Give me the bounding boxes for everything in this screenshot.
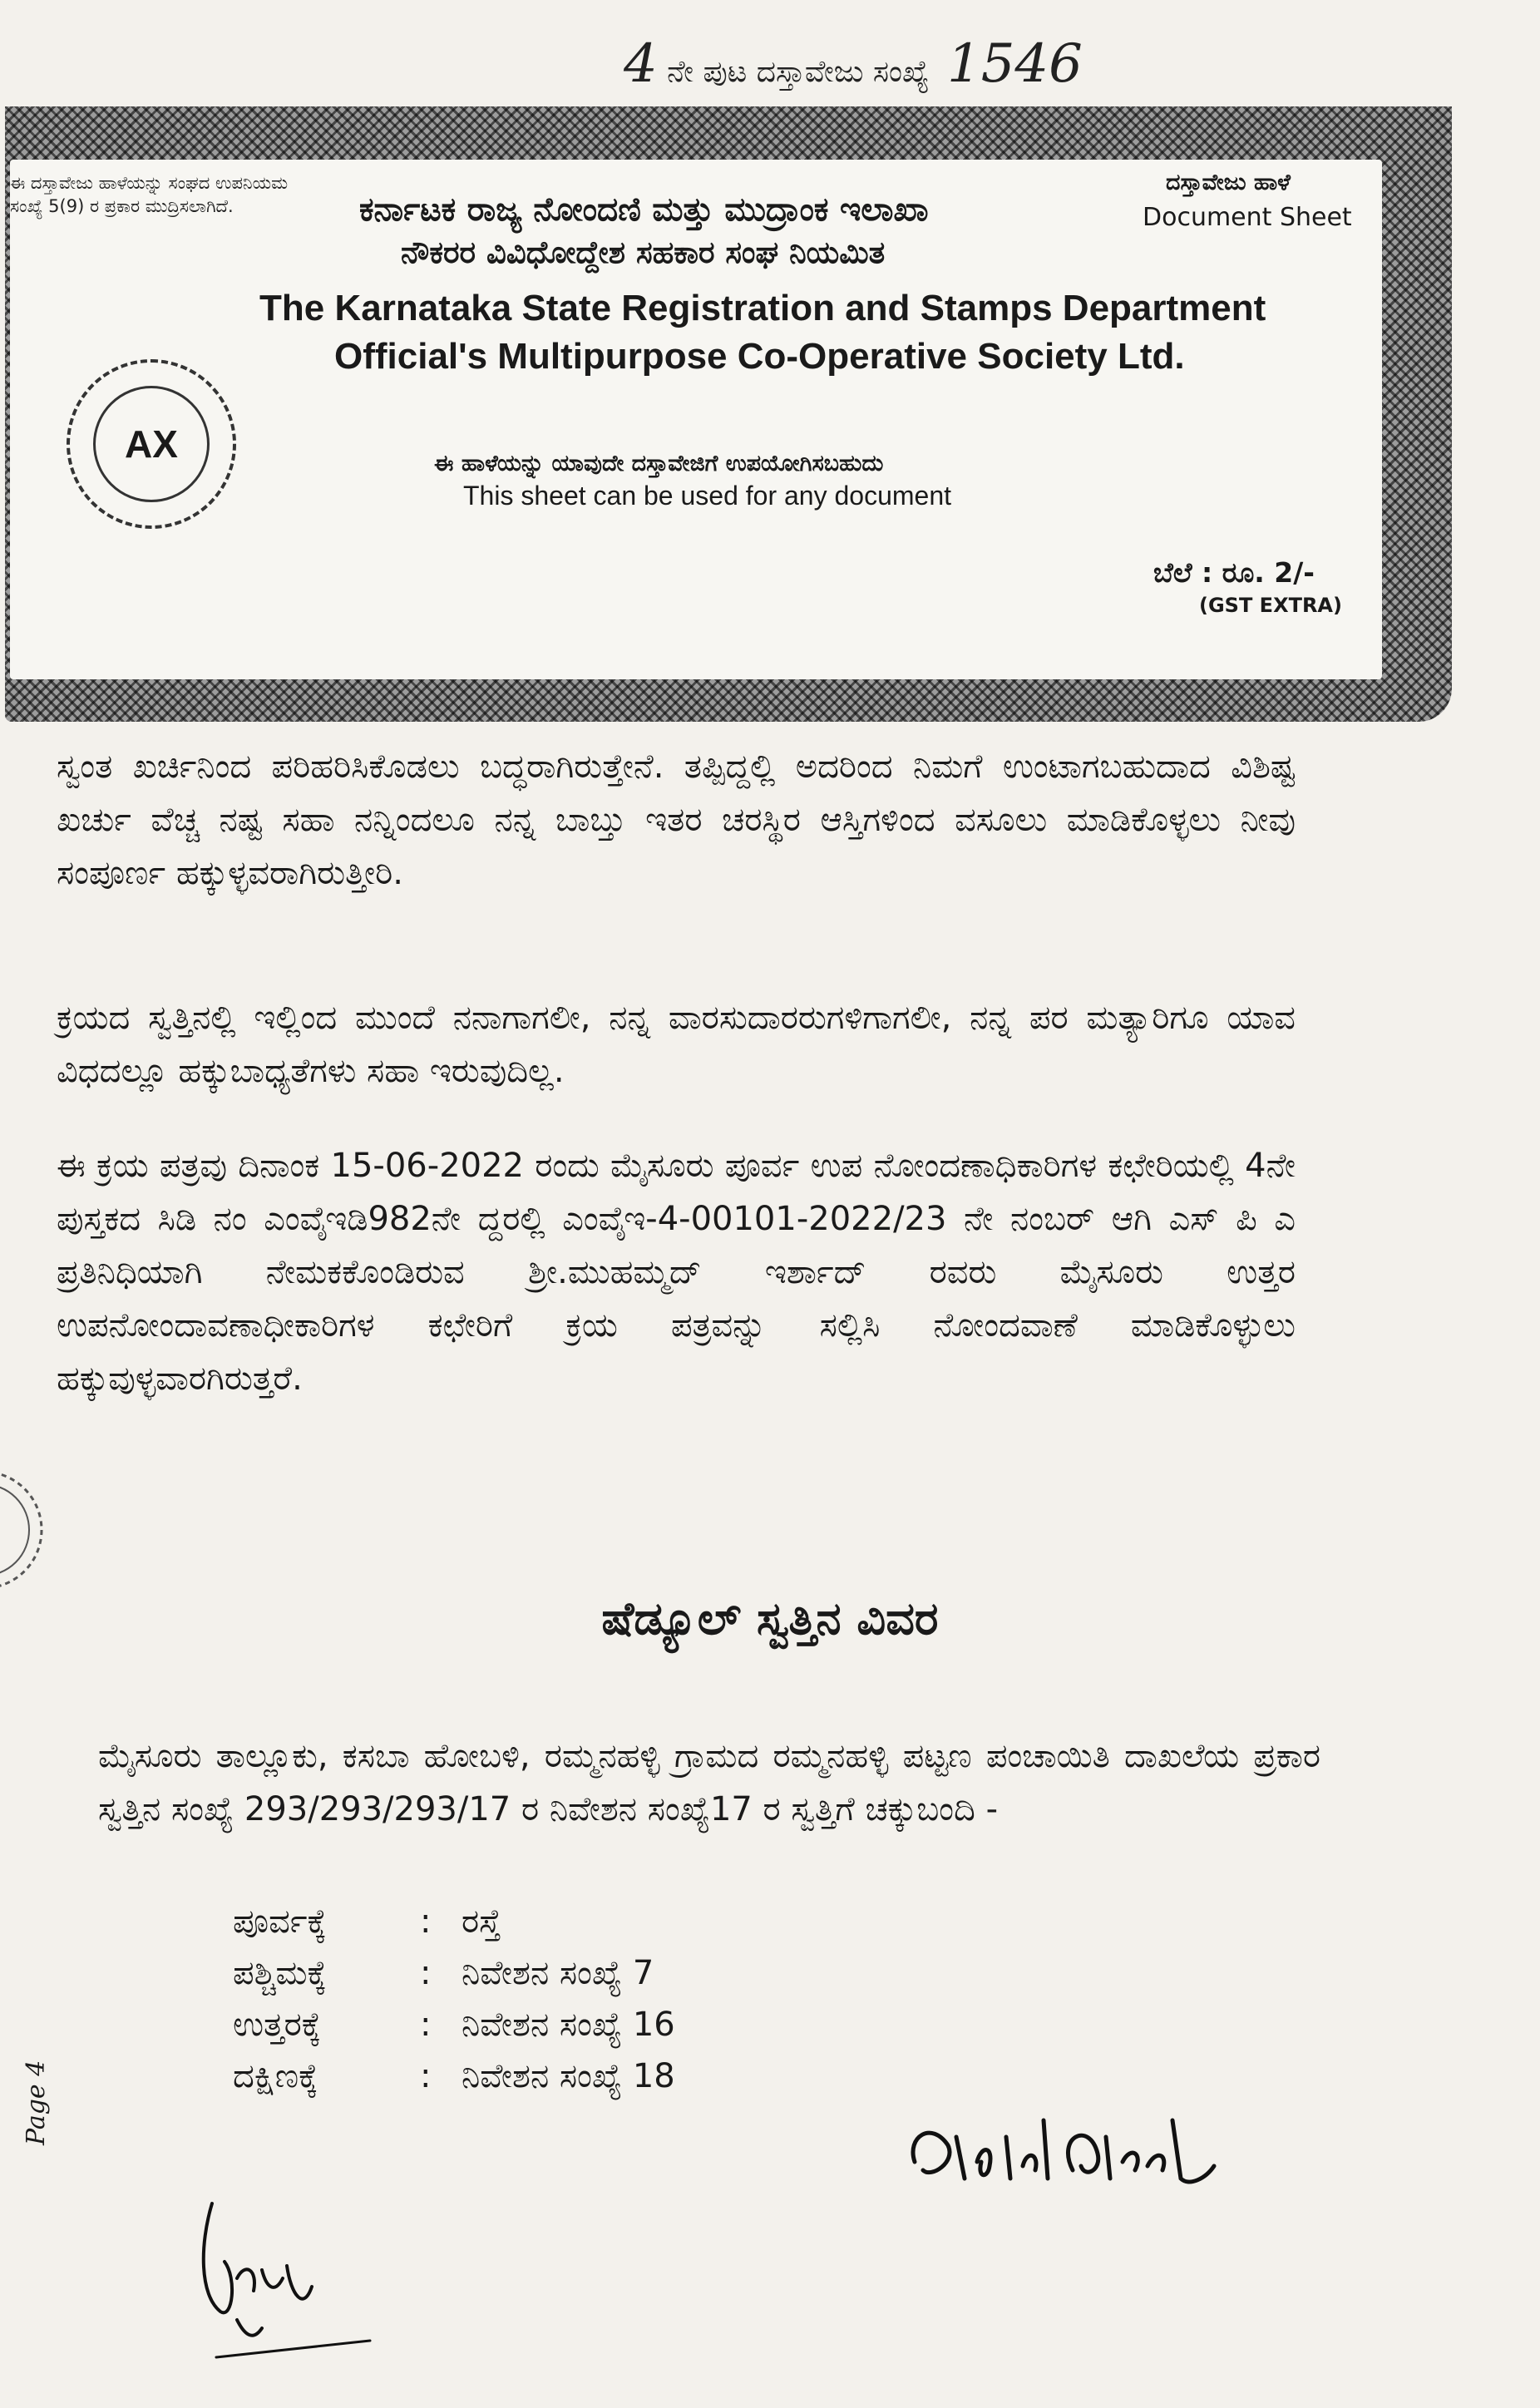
boundary-row-south [233, 2050, 675, 2102]
gst-note: (GST EXTRA) [1199, 594, 1342, 617]
boundary-value: ನಿವೇಶನ ಸಂಖ್ಯೆ 16 [462, 2006, 675, 2044]
signature-right-icon [898, 2087, 1247, 2220]
boundary-row-north [233, 1999, 675, 2050]
sheet-label-english: Document Sheet [1143, 203, 1352, 232]
boundary-direction: ಪೂರ್ವಕ್ಕೆ [233, 1902, 327, 1941]
paragraph-liability: ಸ್ವಂತ ಖರ್ಚಿನಿಂದ ಪರಿಹರಿಸಿಕೊಡಲು ಬದ್ಧರಾಗಿರುತ್ತೇನೆ. ತಪ್ಪಿದ್ದಲ್ಲಿ ಅದರಿಂದ ನಿಮಗೆ ಉಂಟಾಗಬಹುದಾದ ವಿಶಿಷ್ಟ ಖರ್ಚು ವೆಚ್ಚ ನಷ್ಟ ಸಹಾ ನನ್ನಿಂದಲೂ ನನ್ನ ಬಾಬ್ತು ಇತರ ಚರಸ್ಥಿರ ಆಸ್ತಿಗಳಿಂದ ವಸೂಲು ಮಾಡಿಕೊಳ್ಳಲು ನೀವು ಸಂಪೂರ್ಣ ಹಕ್ಕುಳ್ಳವರಾಗಿರುತ್ತೀರಿ. [57, 748, 1296, 892]
society-name-english: Official's Multipurpose Co-Operative Society Ltd. [334, 336, 1185, 377]
page-label: Page 4 [22, 2060, 51, 2145]
bylaw-note-line2: ಸಂಖ್ಯೆ 5(9) ರ ಪ್ರಕಾರ ಮುದ್ರಿಸಲಾಗಿದೆ. [10, 196, 234, 216]
boundary-colon: : [420, 1954, 432, 1992]
boundary-value: ನಿವೇಶನ ಸಂಖ್ಯೆ 7 [462, 1954, 654, 1992]
society-name-kannada: ನೌಕರರ ವಿವಿಧೋದ್ದೇಶ ಸಹಕಾರ ಸಂಘ ನಿಯಮಿತ [401, 234, 886, 270]
handwritten-page-number: 4 [624, 33, 658, 95]
sheet-label-kannada: ದಸ್ತಾವೇಜು ಹಾಳೆ [1166, 170, 1291, 195]
sheet-price: ಬೆಲೆ : ರೂ. 2/- [1153, 556, 1315, 589]
boundary-colon: : [420, 2057, 432, 2095]
paragraph-no-rights: ಕ್ರಯದ ಸ್ವತ್ತಿನಲ್ಲಿ ಇಲ್ಲಿಂದ ಮುಂದೆ ನನಾಗಾಗಲೀ, ನನ್ನ ವಾರಸುದಾರರುಗಳಿಗಾಗಲೀ, ನನ್ನ ಪರ ಮತ್ಯಾರಿಗೂ ಯಾವ ವಿಧದಲ್ಲೂ ಹಕ್ಕುಬಾಧ್ಯತೆಗಳು ಸಹಾ ಇರುವುದಿಲ್ಲ. [57, 999, 1296, 1090]
boundary-colon: : [420, 1902, 432, 1941]
boundary-list [233, 1896, 675, 2102]
department-name-english: The Karnataka State Registration and Stamps Department [259, 288, 1266, 328]
bylaw-note [10, 171, 288, 218]
bylaw-note-line1: ಈ ದಸ್ತಾವೇಜು ಹಾಳೆಯನ್ನು ಸಂಘದ ಉಪನಿಯಮ [10, 173, 289, 193]
schedule-title: ಷೆಡ್ಯೂಲ್ ಸ್ವತ್ತಿನ ವಿವರ [601, 1592, 939, 1645]
signature-left-icon [187, 2187, 387, 2370]
page-note-printed: ನೇ ಪುಟ ದಸ್ತಾವೇಜು ಸಂಖ್ಯೆ [667, 55, 930, 89]
boundary-value: ರಸ್ತೆ [462, 1902, 501, 1941]
boundary-row-west [233, 1947, 675, 1999]
paragraph-property-description: ಮೈಸೂರು ತಾಲ್ಲೂಕು, ಕಸಬಾ ಹೋಬಳಿ, ರಮ್ಮನಹಳ್ಳಿ ಗ್ರಾಮದ ರಮ್ಮನಹಳ್ಳಿ ಪಟ್ಟಣ ಪಂಚಾಯಿತಿ ದಾಖಲೆಯ ಪ್ರಕಾರ ಸ್ವತ್ತಿನ ಸಂಖ್ಯೆ 293/293/293/17 ರ ನಿವೇಶನ ಸಂಖ್ಯೆ17 ರ ಸ್ವತ್ತಿಗೆ ಚಕ್ಕುಬಂದಿ - [98, 1737, 1320, 1828]
boundary-colon: : [420, 2006, 432, 2044]
seal-code: AX [93, 386, 210, 502]
boundary-value: ನಿವೇಶನ ಸಂಖ್ಯೆ 18 [462, 2057, 675, 2095]
boundary-direction: ಉತ್ತರಕ್ಕೆ [233, 2006, 322, 2044]
edge-stamp-icon [0, 1447, 50, 1613]
stamp-panel [10, 160, 1382, 679]
paragraph-registration: ಈ ಕ್ರಯ ಪತ್ರವು ದಿನಾಂಕ 15-06-2022 ರಂದು ಮೈಸೂರು ಪೂರ್ವ ಉಪ ನೋಂದಣಾಧಿಕಾರಿಗಳ ಕಛೇರಿಯಲ್ಲಿ 4ನೇ ಪುಸ್ತಕದ ಸಿಡಿ ನಂ ಎಂವೈಇಡಿ982ನೇ ದ್ದರಲ್ಲಿ ಎಂವೈಇ-4-00101-2022/23 ನೇ ನಂಬರ್ ಆಗಿ ಎಸ್ ಪಿ ಎ ಪ್ರತಿನಿಧಿಯಾಗಿ ನೇಮಕಕೊಂಡಿರುವ ಶ್ರೀ.ಮುಹಮ್ಮದ್ ಇರ್ಶಾದ್ ರವರು ಮೈಸೂರು ಉತ್ತರ ಉಪನೋಂದಾವಣಾಧೀಕಾರಿಗಳ ಕಛೇರಿಗೆ ಕ್ರಯ ಪತ್ರವನ್ನು ಸಲ್ಲಿಸಿ ನೋಂದವಾಣೆ ಮಾಡಿಕೊಳ್ಳುಲು ಹಕ್ಕುವುಳ್ಳವಾರಗಿರುತ್ತರೆ. [57, 1147, 1296, 1398]
stamp-paper-header [5, 106, 1452, 722]
page-number-note [615, 33, 1214, 100]
department-name-kannada: ಕರ್ನಾಟಕ ರಾಜ್ಯ ನೋಂದಣಿ ಮತ್ತು ಮುದ್ರಾಂಕ ಇಲಾಖಾ [359, 191, 929, 229]
society-seal-icon [67, 359, 236, 529]
boundary-direction: ಪಶ್ಚಿಮಕ್ಕೆ [233, 1954, 327, 1992]
boundary-row-east [233, 1896, 675, 1947]
handwritten-document-number: 1546 [946, 33, 1083, 95]
usage-note-kannada: ಈ ಹಾಳೆಯನ್ನು ಯಾವುದೇ ದಸ್ತಾವೇಜಿಗೆ ಉಪಯೋಗಿಸಬಹುದು [434, 451, 884, 476]
boundary-direction: ದಕ್ಷಿಣಕ್ಕೆ [233, 2057, 318, 2095]
usage-note-english: This sheet can be used for any document [463, 481, 952, 511]
